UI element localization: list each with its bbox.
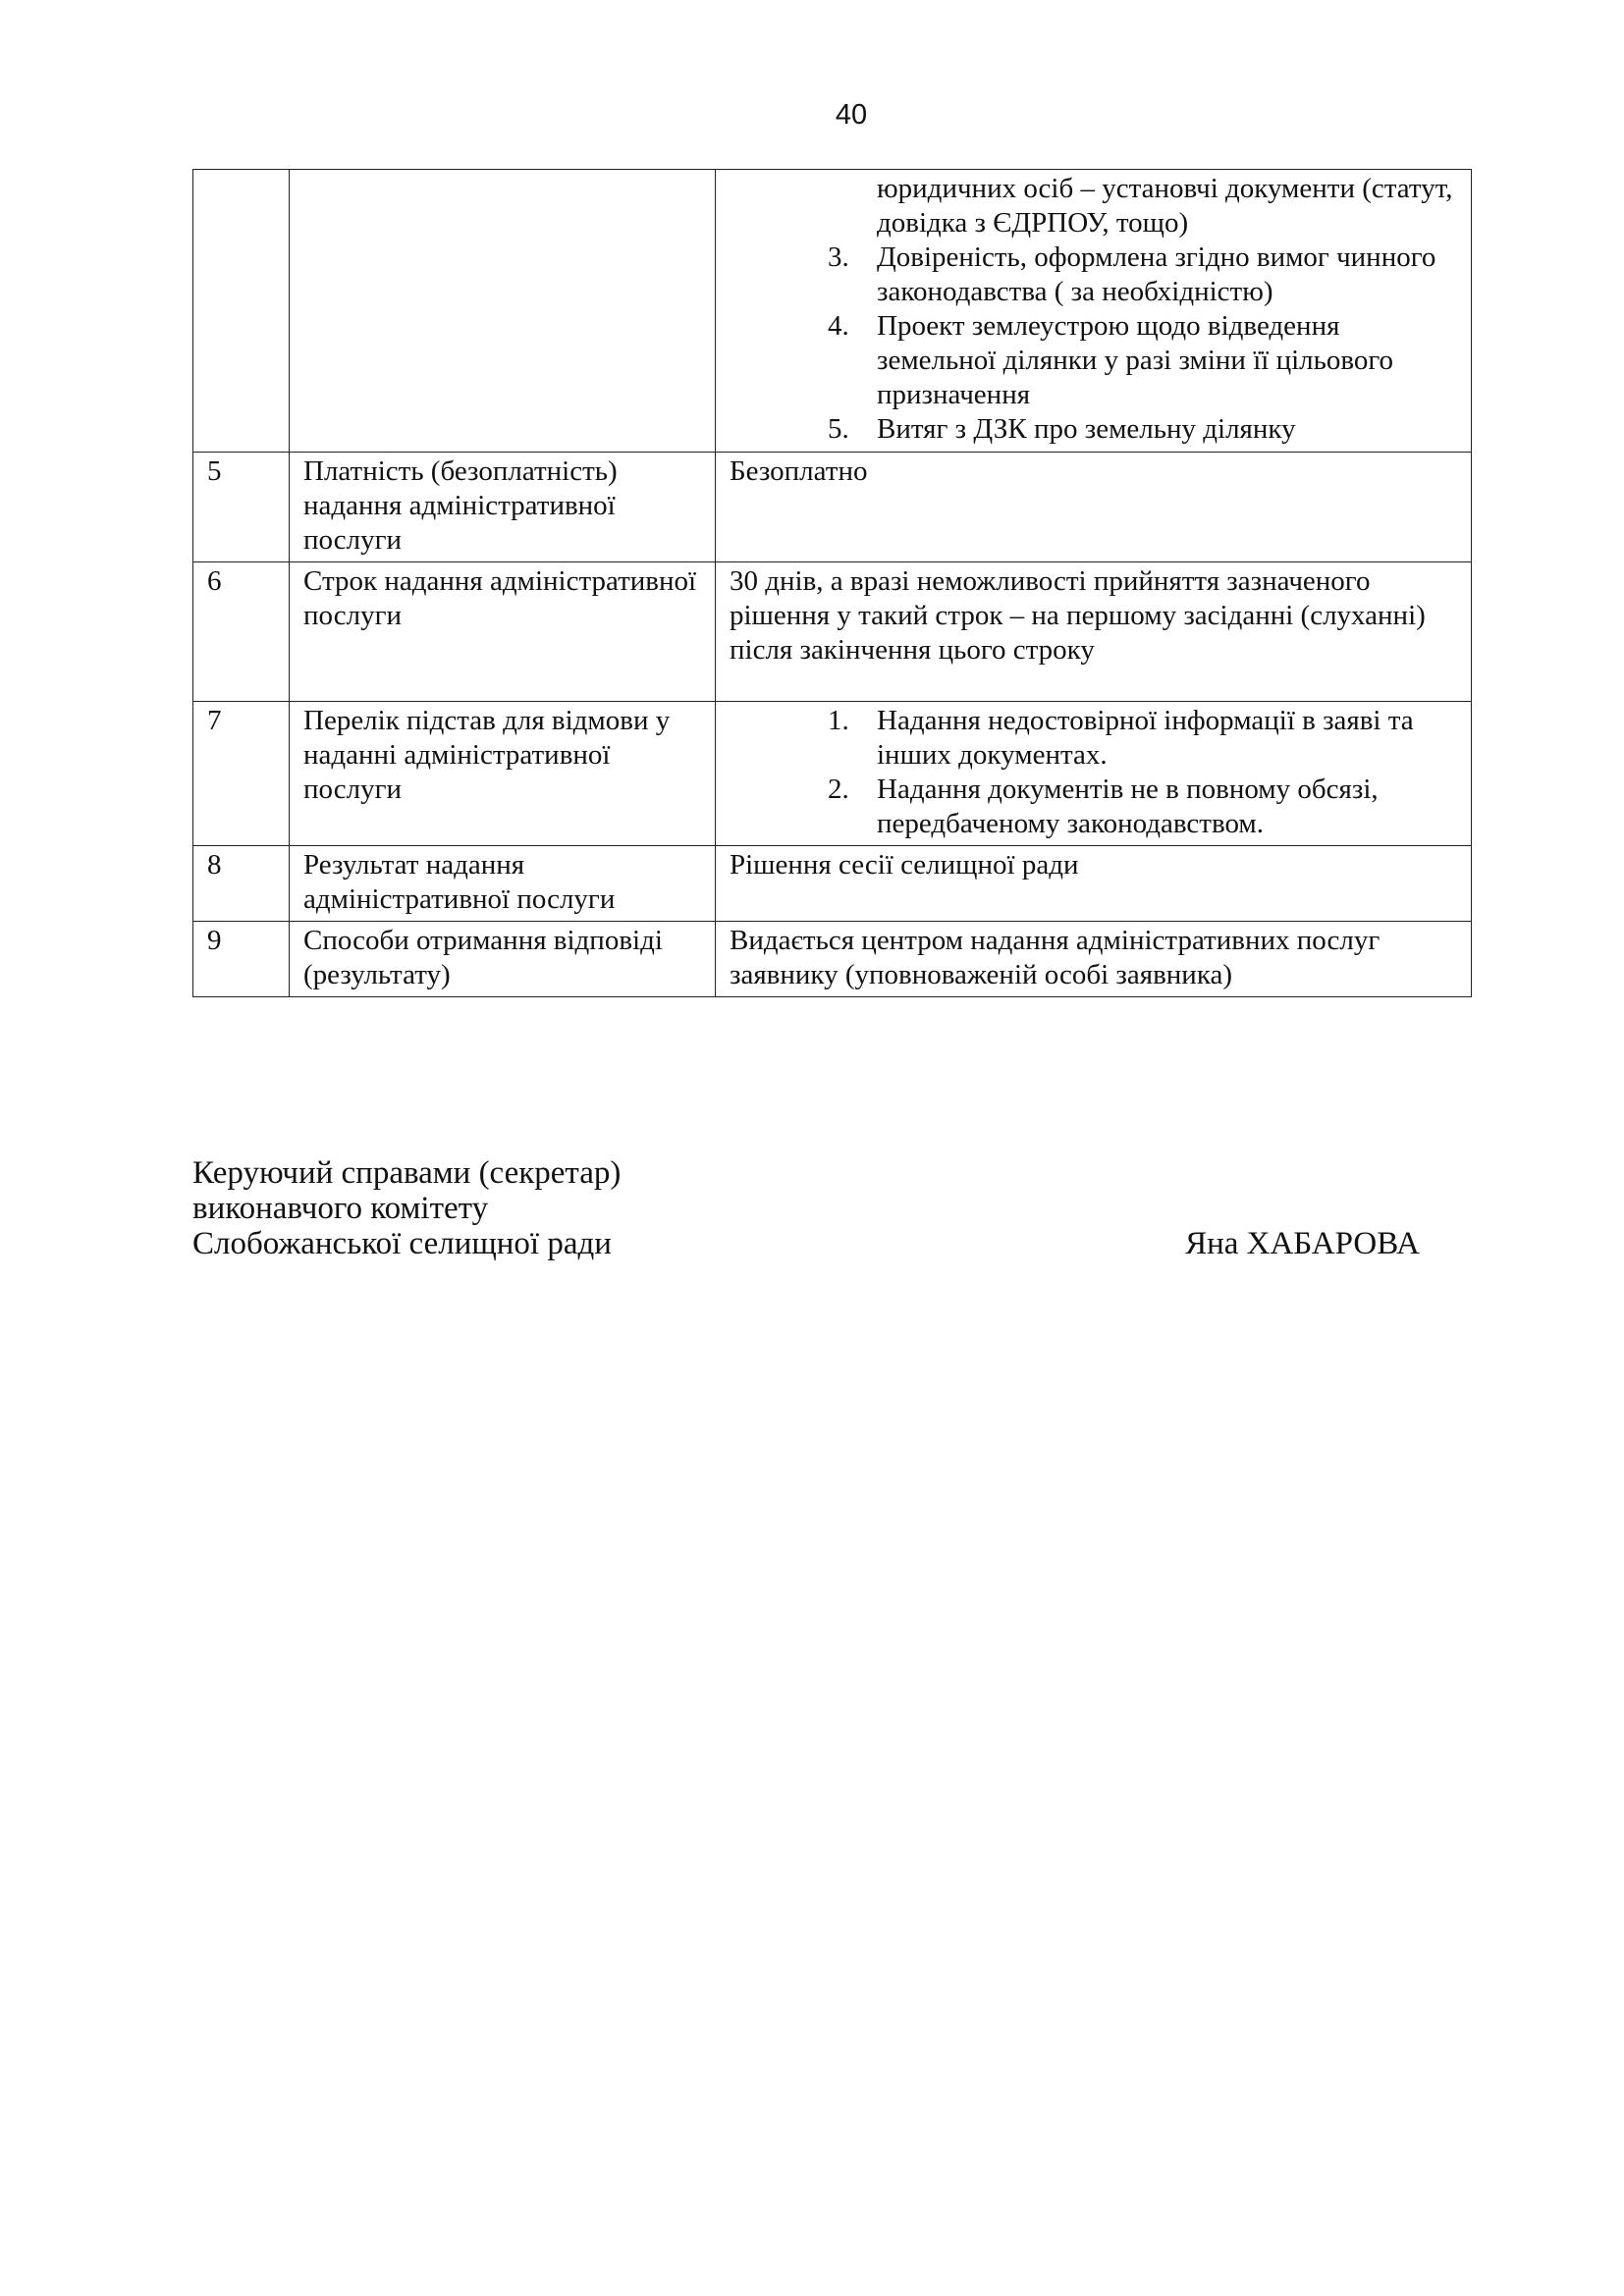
row-value-cell xyxy=(716,170,1472,453)
list-continuation-text: юридичних осіб – установчі документи (статут, довідка з ЄДРПОУ, тощо) xyxy=(877,173,1453,239)
table-row xyxy=(193,562,1472,702)
list-item xyxy=(730,240,1463,309)
row-number-cell: 7 xyxy=(193,702,290,846)
row-name-cell: Строк надання адміністративної послуги xyxy=(290,562,716,702)
row-name-cell: Перелік підстав для відмови у наданні адміністративної послуги xyxy=(290,702,716,846)
list-marker: 4. xyxy=(828,310,849,342)
list-item xyxy=(730,704,1457,773)
row-value-cell: Видається центром надання адміністративних послуг заявнику (уповноваженій особі заявника) xyxy=(716,922,1472,997)
signatory-title-line-1: Керуючий справами (секретар) xyxy=(192,1155,622,1191)
row-value-cell xyxy=(716,702,1472,846)
row-name-cell: Платність (безоплатність) надання адміністративної послуги xyxy=(290,453,716,562)
row-name-cell: Результат надання адміністративної послуги xyxy=(290,846,716,922)
service-info-table xyxy=(192,169,1472,997)
list-item-text: Проект землеустрою щодо відведення земельної ділянки у разі зміни її цільового призначення xyxy=(877,310,1394,410)
list-item xyxy=(730,412,1463,447)
refusal-reasons-list xyxy=(730,704,1457,841)
row-value-cell: Безоплатно xyxy=(716,453,1472,562)
table-row xyxy=(193,170,1472,453)
table-row xyxy=(193,922,1472,997)
signatory-name: Яна ХАБАРОВА xyxy=(1185,1226,1420,1261)
list-marker: 5. xyxy=(828,413,849,445)
row-number-cell: 5 xyxy=(193,453,290,562)
required-documents-list xyxy=(730,240,1463,447)
row-number-cell: 9 xyxy=(193,922,290,997)
row-name-cell xyxy=(290,170,716,453)
page-number: 40 xyxy=(835,99,868,131)
list-marker: 1. xyxy=(828,705,849,736)
table-row xyxy=(193,702,1472,846)
list-item-text: Витяг з ДЗК про земельну ділянку xyxy=(877,413,1296,445)
row-value-cell: Рішення сесії селищної ради xyxy=(716,846,1472,922)
signature-block xyxy=(192,1155,1420,1261)
row-number-cell: 8 xyxy=(193,846,290,922)
table-row xyxy=(193,453,1472,562)
list-item xyxy=(730,773,1457,841)
table-row xyxy=(193,846,1472,922)
list-item xyxy=(730,309,1463,412)
list-marker: 2. xyxy=(828,774,849,805)
row-number-cell: 6 xyxy=(193,562,290,702)
list-marker: 3. xyxy=(828,241,849,273)
row-name-cell: Способи отримання відповіді (результату) xyxy=(290,922,716,997)
list-item-text: Надання недостовірної інформації в заяві та інших документах. xyxy=(877,705,1414,771)
row-value-cell: 30 днів, а вразі неможливості прийняття зазначеного рішення у такий строк – на першому засіданні (слуханні) після закінчення цього строку xyxy=(716,562,1472,702)
list-item-text: Надання документів не в повному обсязі, передбаченому законодавством. xyxy=(877,774,1379,839)
signatory-title-line-3: Слобожанської селищної ради xyxy=(192,1226,612,1261)
list-item-text: Довіреність, оформлена згідно вимог чинного законодавства ( за необхідністю) xyxy=(877,241,1436,307)
row-number-cell xyxy=(193,170,290,453)
signatory-title-line-2: виконавчого комітету xyxy=(192,1191,489,1226)
